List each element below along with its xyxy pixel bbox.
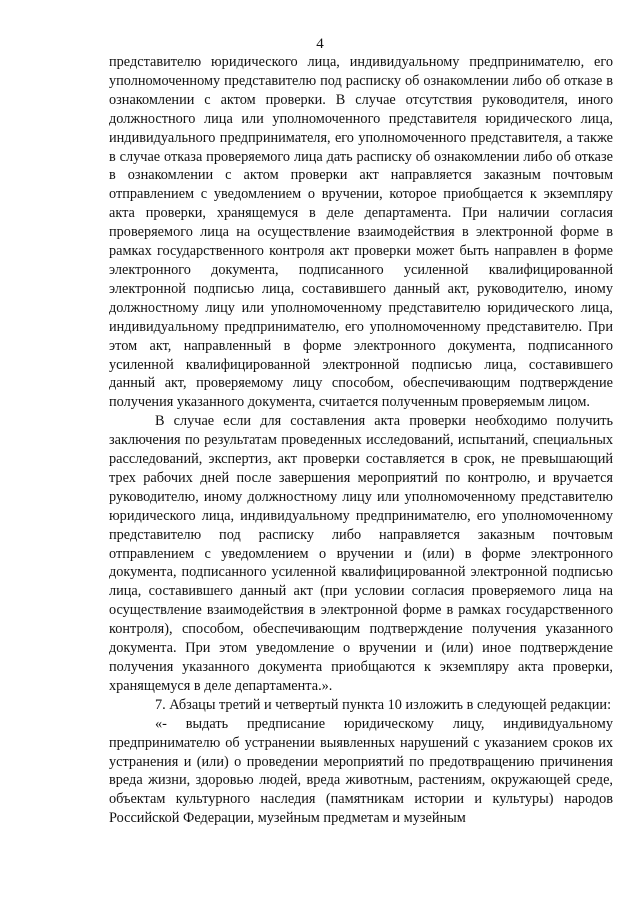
page-number: 4 (316, 36, 324, 52)
document-body (109, 53, 613, 828)
paragraph: «- выдать предписание юридическому лицу, индивидуальному предпринимателю об устранении выявленных нарушений с указанием сроков их устранения и (или) о проведении мероприятий по предотвращению причинения вреда жизни, здоровью людей, вреда животным, растениям, окружающей среде, объектам культурного наследия (памятникам истории и культуры) народов Российской Федерации, музейным предметам и музейным (109, 715, 613, 827)
paragraph: представителю юридического лица, индивидуальному предпринимателю, его уполномоченному представителю под расписку об ознакомлении либо об отказе в ознакомлении с актом проверки. В случае отсутствия руководителя, иного должностного лица или уполномоченного представителя юридического лица, индивидуального предпринимателя, его уполномоченного представителя, а также в случае отказа проверяемого лица дать расписку об ознакомлении либо об отказе в ознакомлении с актом проверки акт направляется заказным почтовым отправлением с уведомлением о вручении, которое приобщается к экземпляру акта проверки, хранящемуся в деле департамента. При наличии согласия проверяемого лица на осуществление взаимодействия в электронной форме в рамках государственного контроля акт проверки может быть направлен в форме электронного документа, подписанного усиленной квалифицированной электронной подписью лица, составившего данный акт, руководителю, иному должностному лицу или уполномоченному представителю юридического лица, индивидуальному предпринимателю, его уполномоченному представителю. При этом акт, направленный в форме электронного документа, подписанного усиленной квалифицированной электронной подписью лица, составившего данный акт, проверяемому лицу способом, обеспечивающим подтверждение получения указанного документа, считается полученным проверяемым лицом. (109, 54, 613, 411)
paragraph: В случае если для составления акта проверки необходимо получить заключения по результатам проведенных исследований, испытаний, специальных расследований, экспертиз, акт проверки составляется в срок, не превышающий трех рабочих дней после завершения мероприятий по контролю, и вручается руководителю, иному должностному лицу или уполномоченному представителю юридического лица, индивидуальному предпринимателю, его уполномоченному представителю под расписку либо направляется заказным почтовым отправлением с уведомлением о вручении и (или) в форме электронного документа, подписанного усиленной квалифицированной электронной подписью лица, составившего данный акт (при условии согласия проверяемого лица на осуществление взаимодействия в электронной форме в рамках государственного контроля), способом, обеспечивающим подтверждение получения указанного документа. При этом уведомление о вручении и (или) иное подтверждение получения указанного документа приобщаются к экземпляру акта проверки, хранящемуся в деле департамента.». (109, 413, 613, 694)
paragraph: 7. Абзацы третий и четвертый пункта 10 изложить в следующей редакции: (155, 696, 612, 713)
